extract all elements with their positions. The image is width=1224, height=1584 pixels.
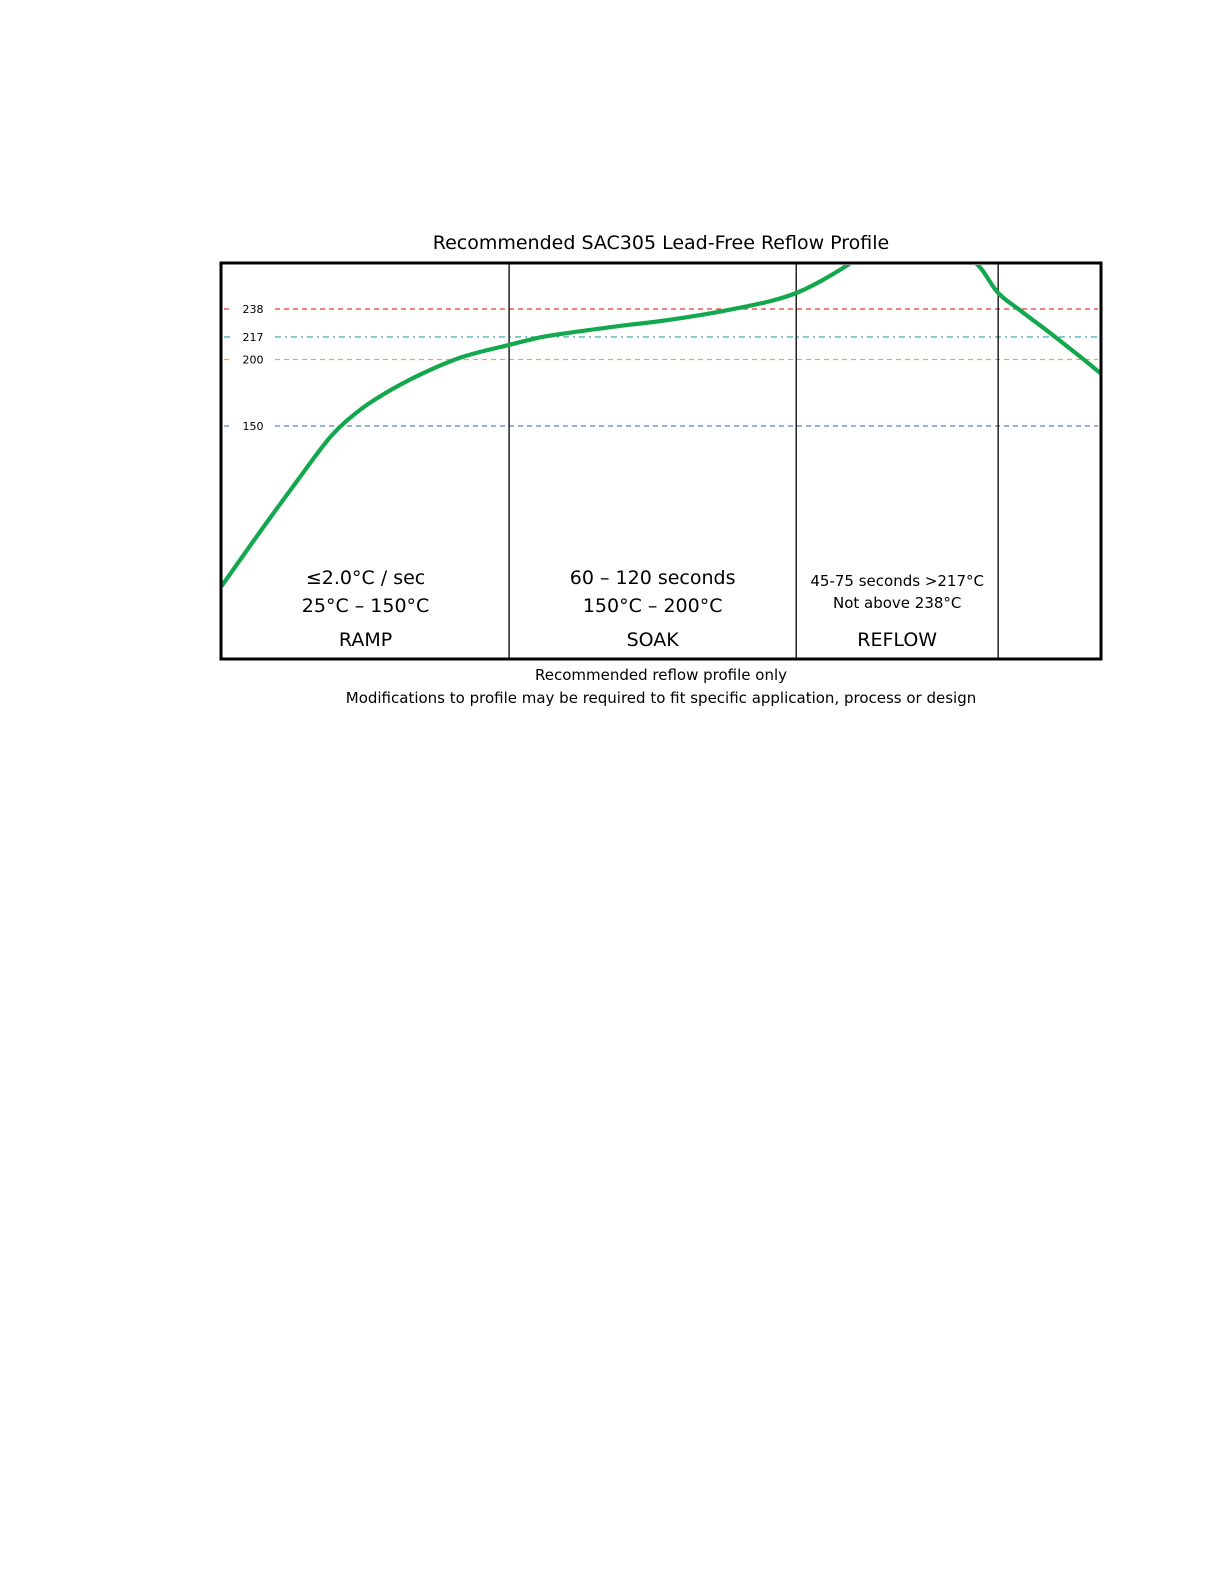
phase-2-detail-line-1: 60 – 120 seconds [569, 567, 736, 589]
phase-1-detail-line-1: ≤2.0°C / sec [305, 567, 426, 589]
footnote-primary: Recommended reflow profile only [534, 666, 788, 684]
phase-3-detail-line-2: Not above 238°C [832, 594, 962, 612]
phase-3-name: REFLOW [857, 629, 938, 651]
y-tick-label-238: 238 [242, 303, 264, 316]
y-tick-label-200: 200 [242, 353, 264, 367]
phase-1-name: RAMP [338, 629, 393, 651]
y-tick-label-150: 150 [242, 420, 264, 433]
phase-1-detail-line-2: 25°C – 150°C [301, 595, 430, 617]
phase-2-name: SOAK [626, 629, 679, 651]
y-tick-label-217: 217 [242, 330, 264, 344]
curve-layer [222, 237, 1100, 586]
phase-2-detail-line-2: 150°C – 200°C [582, 595, 723, 617]
chart-title: Recommended SAC305 Lead-Free Reflow Profile [432, 232, 890, 254]
phase-labels [302, 567, 984, 651]
temperature-profile-line-0 [222, 237, 1100, 586]
phase-3-detail-line-1: 45-75 seconds >217°C [810, 572, 984, 590]
footnote-secondary: Modifications to profile may be required to fit specific application, process or design [345, 689, 977, 707]
